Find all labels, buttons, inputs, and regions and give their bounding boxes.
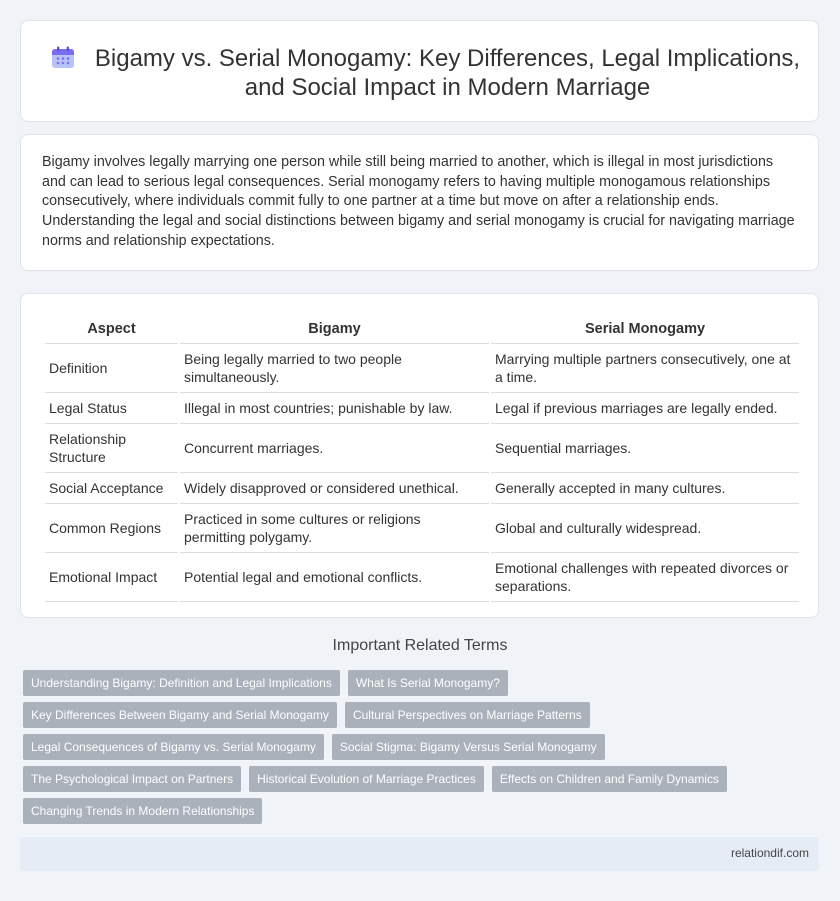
intro-card <box>20 134 819 271</box>
footer <box>20 837 819 871</box>
header-serial-monogamy: Serial Monogamy <box>491 311 799 344</box>
related-term-link[interactable]: Legal Consequences of Bigamy vs. Serial Monogamy <box>23 734 324 760</box>
table-cell: Practiced in some cultures or religions permitting polygamy. <box>180 504 489 553</box>
related-term-link[interactable]: Key Differences Between Bigamy and Serial Monogamy <box>23 702 337 728</box>
table-cell: Being legally married to two people simultaneously. <box>180 344 489 393</box>
table-row <box>45 344 799 393</box>
table-cell: Relationship Structure <box>45 424 178 473</box>
header-aspect: Aspect <box>45 311 178 344</box>
table-cell: Emotional challenges with repeated divorces or separations. <box>491 553 799 602</box>
table-cell: Marrying multiple partners consecutively, one at a time. <box>491 344 799 393</box>
related-term-link[interactable]: Cultural Perspectives on Marriage Patterns <box>345 702 590 728</box>
table-cell: Social Acceptance <box>45 473 178 504</box>
related-term-link[interactable]: Understanding Bigamy: Definition and Legal Implications <box>23 670 340 696</box>
table-cell: Illegal in most countries; punishable by law. <box>180 393 489 424</box>
table-row <box>45 504 799 553</box>
table-cell: Global and culturally widespread. <box>491 504 799 553</box>
title-card <box>20 20 819 122</box>
table-row <box>45 553 799 602</box>
intro-paragraph: Bigamy involves legally marrying one person while still being married to another, which is illegal in most jurisdictions and can lead to serious legal consequences. Serial monogamy refers to having multiple monogamous relationships consecutively, where individuals commit fully to one partner at a time but move on after a relationship ends. Understanding the legal and social distinctions between bigamy and serial monogamy is crucial for navigating marriage norms and relationship expectations. <box>42 154 795 249</box>
table-cell: Concurrent marriages. <box>180 424 489 473</box>
related-terms-heading: Important Related Terms <box>332 637 508 654</box>
related-term-link[interactable]: Effects on Children and Family Dynamics <box>492 766 727 792</box>
site-domain[interactable]: relationdif.com <box>730 846 809 860</box>
table-cell: Widely disapproved or considered unethical. <box>180 473 489 504</box>
table-cell: Common Regions <box>45 504 178 553</box>
related-term-link[interactable]: Changing Trends in Modern Relationships <box>23 798 262 824</box>
table-cell: Emotional Impact <box>45 553 178 602</box>
page-title: Bigamy vs. Serial Monogamy: Key Differences, Legal Implications, and Social Impact in Modern Marriage <box>94 45 801 101</box>
calendar-icon <box>51 46 75 70</box>
table-cell: Definition <box>45 344 178 393</box>
table-row <box>45 393 799 424</box>
related-term-link[interactable]: Historical Evolution of Marriage Practices <box>249 766 484 792</box>
related-terms-list <box>23 670 803 824</box>
header-bigamy: Bigamy <box>180 311 489 344</box>
related-term-link[interactable]: Social Stigma: Bigamy Versus Serial Monogamy <box>332 734 605 760</box>
table-cell: Generally accepted in many cultures. <box>491 473 799 504</box>
table-cell: Legal Status <box>45 393 178 424</box>
table-cell: Potential legal and emotional conflicts. <box>180 553 489 602</box>
table-row <box>45 473 799 504</box>
comparison-card <box>20 293 819 618</box>
comparison-table <box>43 311 801 602</box>
table-header-row <box>45 311 799 344</box>
related-term-link[interactable]: What Is Serial Monogamy? <box>348 670 508 696</box>
table-row <box>45 424 799 473</box>
related-term-link[interactable]: The Psychological Impact on Partners <box>23 766 241 792</box>
table-cell: Sequential marriages. <box>491 424 799 473</box>
table-cell: Legal if previous marriages are legally ended. <box>491 393 799 424</box>
